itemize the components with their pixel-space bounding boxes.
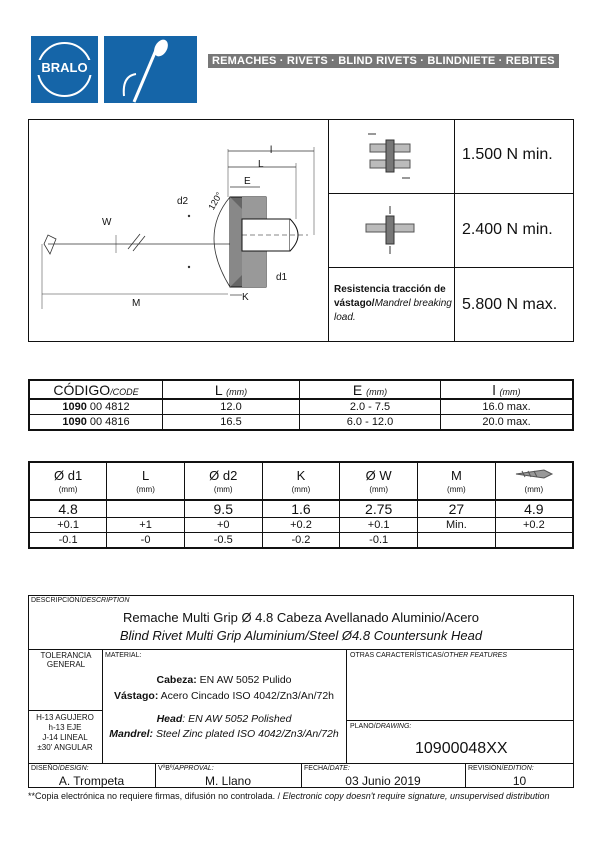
material-label: MATERIAL: [105,652,142,659]
dim-l: l [270,145,273,156]
design-label: DISEÑO/DESIGN: [31,765,89,772]
description-en: Blind Rivet Multi Grip Aluminium/Steel Ø4.8 Countersunk Head [119,628,483,643]
date-label: FECHA/DATE: [304,765,350,772]
approval-label: VºBº/APPROVAL: [158,765,214,772]
tolerance-plus-row: +0.1 +1 +0 +0.2 +0.1 Min. +0.2 [29,518,573,533]
dimension-table [28,461,574,549]
material-en: Head: EN AW 5052 Polished Mandrel: Steel Zinc plated ISO 4042/Zn3/An/72h [109,713,339,740]
date-value: 03 Junio 2019 [345,774,421,788]
approver: M. Llano [204,774,252,788]
header-d1: Ø d1 (mm) [29,462,107,500]
description-label: DESCRIPCIÓN/DESCRIPTION [31,597,130,604]
dim-L: L [258,159,264,170]
tolerance-label: TOLERANCIA GENERAL [40,651,92,669]
code-header: CÓDIGO/CODE [29,380,163,399]
rivet-logo [104,36,197,103]
logo-text: BRALO [31,60,98,75]
description-es: Remache Multi Grip Ø 4.8 Cabeza Avellanado Aluminio/Acero [122,610,479,625]
header-W: Ø W (mm) [340,462,418,500]
tensile-strength: 2.400 N min. [462,221,553,238]
E-header: E (mm) [300,380,441,399]
dim-E: E [244,176,251,187]
tolerance-list: H-13 AGUJERO h-13 EJE J-14 LINEAL ±30' ANGULAR [36,713,94,752]
mandrel-label [334,283,452,325]
footer-note: **Copia electrónica no requiere firmas, difusión no controlada. / Electronic copy doesn't require signature, unsupervised distribution [28,791,550,801]
rivet-icon [104,36,197,103]
dim-d1: d1 [276,272,288,283]
revision-value: 10 [512,774,527,788]
drawing-number: 10900048XX [415,740,508,757]
mandrel-breaking-load: 5.800 N max. [462,296,558,313]
dim-M: M [132,298,141,309]
other-features-label: OTRAS CARACTERÍSTICAS/OTHER FEATURES [350,652,507,659]
drawing-label: PLANO/DRAWING: [350,723,412,730]
tolerance-minus-row: -0.1 -0 -0.5 -0.2 -0.1 [29,533,573,549]
revision-label: REVISIÓN/EDITION: [468,765,534,772]
dim-K: K [242,292,249,303]
nominal-row: 4.8 9.5 1.6 2.75 27 4.9 [29,500,573,518]
designer: A. Trompeta [58,774,125,788]
brand-logo [31,36,98,103]
shear-test-icon [360,130,420,182]
material-es: Cabeza: EN AW 5052 Pulido Vástago: Acero Cincado ISO 4042/Zn3/An/72h [113,674,335,702]
mandrel-label-en: Mandrel breaking load. [334,298,452,323]
header-M: M (mm) [418,462,496,500]
mandrel-label-es: Resistencia tracción de vástago/ [334,284,446,309]
shear-strength: 1.500 N min. [462,146,553,163]
header-L: L (mm) [107,462,185,500]
l-header: l (mm) [441,380,574,399]
table-row: 1090 00 4816 16.5 6.0 - 12.0 20.0 max. [29,415,573,431]
drill-bit-icon [514,468,554,480]
header-K: K (mm) [262,462,340,500]
dim-d2: d2 [177,196,189,207]
rivet-drawing [28,119,328,342]
header-d2: Ø d2 (mm) [184,462,262,500]
tagline: REMACHES · RIVETS · BLIND RIVETS · BLINDNIETE · REBITES [208,54,559,68]
dim-W: W [102,217,112,228]
dim-angle: 120° [206,190,225,212]
header-drill: (mm) [495,462,573,500]
tensile-test-icon [360,204,420,256]
code-table [28,379,574,431]
L-header: L (mm) [163,380,300,399]
table-row: 1090 00 4812 12.0 2.0 - 7.5 16.0 max. [29,399,573,415]
